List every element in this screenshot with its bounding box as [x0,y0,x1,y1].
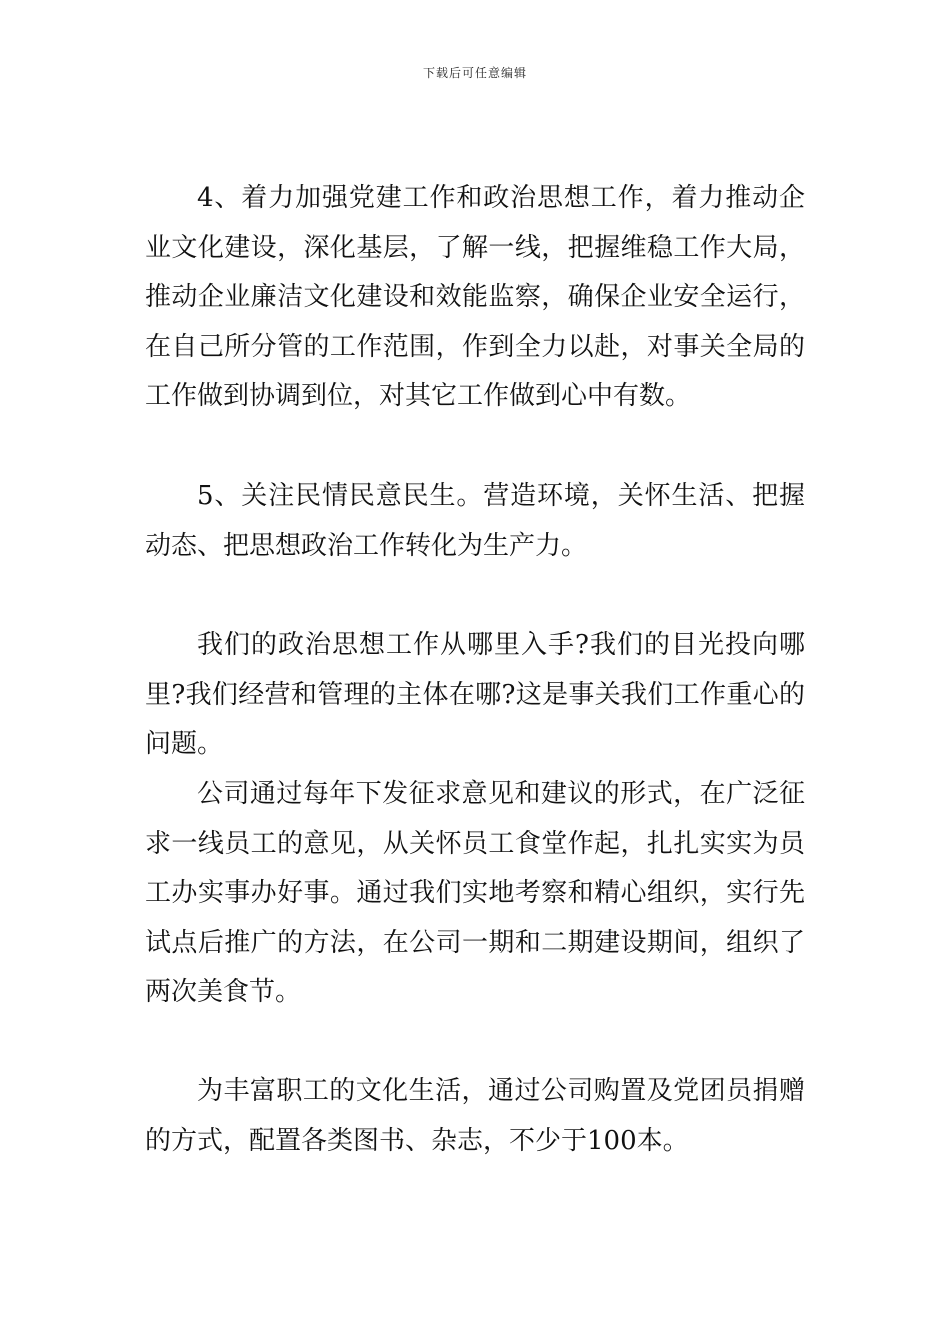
paragraph-2: 5、关注民情民意民生。营造环境，关怀生活、把握动态、把思想政治工作转化为生产力。 [145,481,805,561]
document-body [145,1067,805,1166]
header-note: 下载后可任意编辑 [422,66,527,80]
document-body [145,621,805,770]
document-body [145,174,805,422]
paragraph-3: 我们的政治思想工作从哪里入手?我们的目光投向哪里?我们经营和管理的主体在哪?这是事关我们工作重心的问题。 [145,630,805,759]
paragraph-1: 4、着力加强党建工作和政治思想工作，着力推动企业文化建设，深化基层，了解一线，把握维稳工作大局，推动企业廉洁文化建设和效能监察，确保企业安全运行，在自己所分管的工作范围，作到全力以赴，对事关全局的工作做到协调到位，对其它工作做到心中有数。 [145,183,805,411]
paragraph-5: 为丰富职工的文化生活，通过公司购置及党团员捐赠的方式，配置各类图书、杂志，不少于100本。 [145,1076,805,1156]
document-body [145,472,805,571]
paragraph-4: 公司通过每年下发征求意见和建议的形式，在广泛征求一线员工的意见，从关怀员工食堂作起，扎扎实实为员工办实事办好事。通过我们实地考察和精心组织，实行先试点后推广的方法，在公司一期和二期建设期间，组织了两次美食节。 [145,779,805,1007]
document-body [145,770,805,1018]
